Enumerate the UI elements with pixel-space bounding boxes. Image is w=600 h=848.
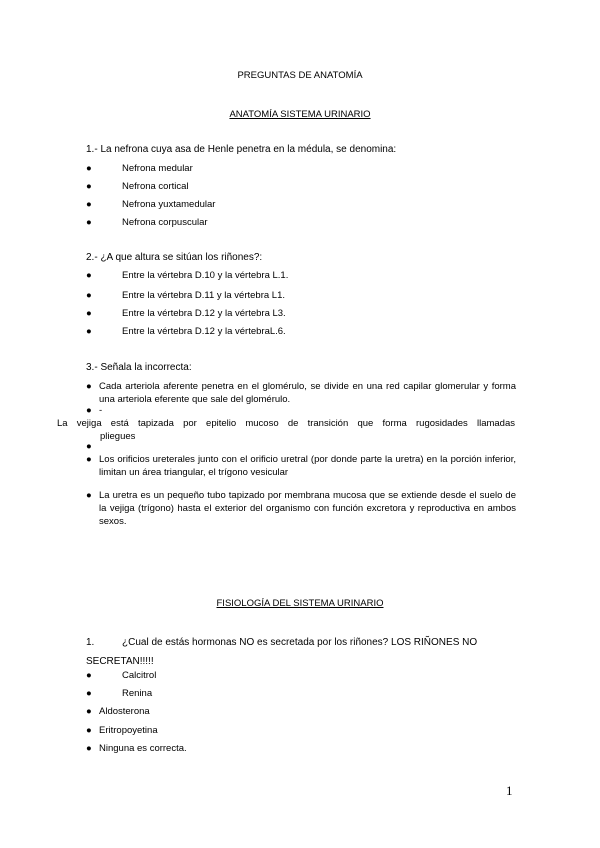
bullet: ● bbox=[86, 405, 92, 416]
bullet: ● bbox=[86, 290, 92, 301]
bullet: ● bbox=[86, 381, 92, 392]
bullet: ● bbox=[86, 688, 92, 699]
bullet: ● bbox=[86, 326, 92, 337]
bullet: ● bbox=[86, 308, 92, 319]
section-title-anatomy: ANATOMÍA SISTEMA URINARIO bbox=[229, 109, 371, 120]
bullet: ● bbox=[86, 706, 92, 717]
page-number: 1 bbox=[506, 783, 513, 798]
section-title-physiology: FISIOLOGÍA DEL SISTEMA URINARIO bbox=[216, 598, 384, 609]
bullet: ● bbox=[86, 270, 92, 281]
bullet: ● bbox=[86, 199, 92, 210]
bullet: ● bbox=[86, 670, 92, 681]
document-title: PREGUNTAS DE ANATOMÍA bbox=[237, 70, 363, 81]
q3-option-4: ● La uretra es un pequeño tubo tapizado por membrana mucosa que se extiende desde el suelo de la vejiga (trígono) hasta el exterior del organismo con función excretora y reproductiva en ambos sexos. bbox=[86, 490, 516, 527]
bullet: ● bbox=[86, 217, 92, 228]
bullet: ● bbox=[86, 743, 92, 754]
question-3: 3.- Señala la incorrecta: bbox=[86, 362, 192, 373]
q3-option-1: ● Cada arteriola aferente penetra en el glomérulo, se divide en una red capilar glomerular y forma una arteriola eferente que sale del glomérulo. bbox=[86, 381, 516, 405]
bullet: ● bbox=[86, 490, 92, 501]
bullet: ● bbox=[86, 725, 92, 736]
question-1: 1.- La nefrona cuya asa de Henle penetra en la médula, se denomina: bbox=[86, 144, 397, 155]
document-page: PREGUNTAS DE ANATOMÍA ANATOMÍA SISTEMA URINARIO 1.- La nefrona cuya asa de Henle penetra en la médula, se denomina: ● Nefrona medular ● Nefrona cortical ● Nefrona yuxtamedular ● Nefrona corpuscular 2.- ¿A que altura se sitúan los riñones?: ● Entre la vértebra D.10 y la vértebra L.1. ● Entre la vértebra D.11 y la vértebra L1. ● Entre la vértebra D.12 y la vértebra L3. ● Entre la vértebra D.12 y la vértebraL.6. 3.- Señala la incorrecta: ● Cada arteriola aferente penetra en el glomérulo, se divide en una red capilar glomerular y forma una arteriola eferente que sale del glomérulo. ● - La vejiga está tapizada por epitelio mucoso de transición que forma rugosidades llamadas pliegues ● ● Los orificios ureterales junto con el orificio uretral (por donde parte la uretra) en la porción inferior, limitan un área triangular, el trígono vesicular ● La uretra es un pequeño tubo tapizado por membrana mucosa que se extiende desde el suelo de la vejiga (trígono) hasta el exterior del organismo con función excretora y reproductiva en ambos sexos. FISIOLOGÍA DEL SISTEMA URINARIO 1. ¿Cual de estás hormonas NO es secretada por los riñones? LOS RIÑONES NO SECRETAN!!!!! ● Calcitrol ● Renina ● Aldosterona ● Eritropoyetina ● Ninguna es correcta. 1 bbox=[0, 0, 600, 848]
bullet: ● bbox=[86, 441, 92, 452]
bullet: ● bbox=[86, 181, 92, 192]
bullet: ● bbox=[86, 163, 92, 174]
bullet: ● bbox=[86, 454, 92, 465]
q3-option-2: La vejiga está tapizada por epitelio mucoso de transición que forma rugosidades llamadas pliegues bbox=[57, 418, 515, 442]
question-2: 2.- ¿A que altura se sitúan los riñones?: bbox=[86, 252, 263, 263]
q3-option-3: ● Los orificios ureterales junto con el orificio uretral (por donde parte la uretra) en la porción inferior, limitan un área triangular, el trígono vesicular bbox=[86, 454, 516, 478]
